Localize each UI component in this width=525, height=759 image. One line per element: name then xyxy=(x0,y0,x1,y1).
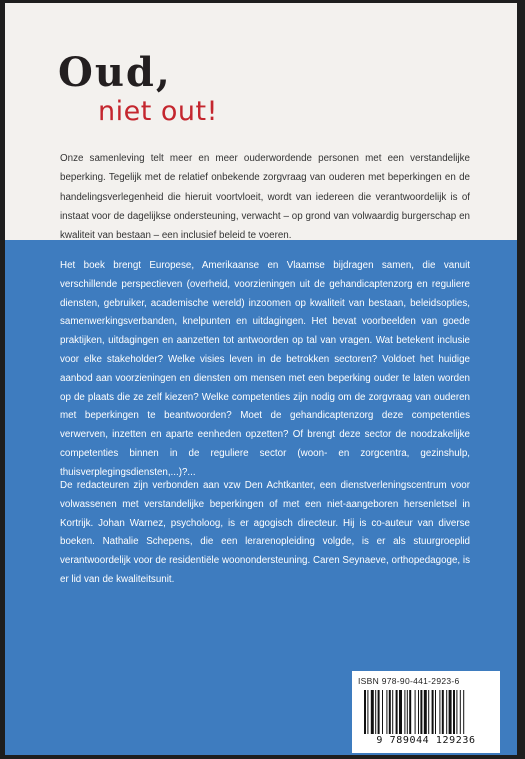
barcode-number: 9 789044 129236 xyxy=(376,735,476,746)
isbn-label: ISBN 978-90-441-2923-6 xyxy=(358,676,460,686)
body-paragraph-1: Het boek brengt Europese, Amerikaanse en Vlaamse bijdragen samen, die vanuit verschillende perspectieven (overheid, voorzieningen uit de gehandicaptenzorg en reguliere diensten, gebruiker, academische wereld) inzoomen op kwaliteit van bestaan, beleidsopties, samenwerkingsverbanden, knelpunten en uitdagingen. Het bevat voorbeelden van goede praktijken, uitdagingen en aanzetten tot antwoorden op tal van vragen. Wat betekent inclusie voor elke stakeholder? Welke visies leven in de betrokken sectoren? Voldoet het huidige aanbod aan voorzieningen en diensten om mensen met een beperking ouder te laten worden op de plaats die ze zelf kiezen? Welke competenties zijn nodig om de zorgvraag van ouderen met beperkingen te beantwoorden? Moet de gehandicaptenzorg deze competenties verwerven, inzetten en aparte eenheden opzetten? Of brengt deze sector de noodzakelijke competenties binnen in de reguliere sector (woon- en zorgcentra, gezinshulp, thuisverplegingsdiensten,...)?... xyxy=(60,260,470,478)
barcode-icon xyxy=(364,690,492,734)
book-back-cover xyxy=(5,3,517,755)
title-line-1: Oud, xyxy=(58,49,172,96)
title-line-2: niet out! xyxy=(98,96,218,127)
intro-text: Onze samenleving telt meer en meer ouderwordende personen met een verstandelijke beperking. Tegelijk met de relatief onbekende zorgvraag van ouderen met beperkingen en de handelingsverlegenheid die hieruit voortvloeit, wordt van iedereen die verantwoordelijk is of instaat voor de dagelijkse ondersteuning, verwacht – op grond van volwaardig burgerschap en kwaliteit van bestaan – een inclusief beleid te voeren. xyxy=(60,153,470,242)
barcode-box xyxy=(352,671,500,753)
body-paragraph-2: De redacteuren zijn verbonden aan vzw Den Achtkanter, een dienstverleningscentrum voor volwassenen met verstandelijke beperkingen of met een niet-aangeboren hersenletsel in Kortrijk. Johan Warnez, psycholoog, is er agogisch directeur. Hij is co-auteur van diverse boeken. Nathalie Schepens, die een lerarenopleiding volgde, is er als stuurgroeplid verantwoordelijk voor de residentiële woonondersteuning. Caren Seynaeve, orthopedagoge, is er lid van de kwaliteitsunit. xyxy=(60,480,470,585)
top-panel xyxy=(5,3,517,240)
